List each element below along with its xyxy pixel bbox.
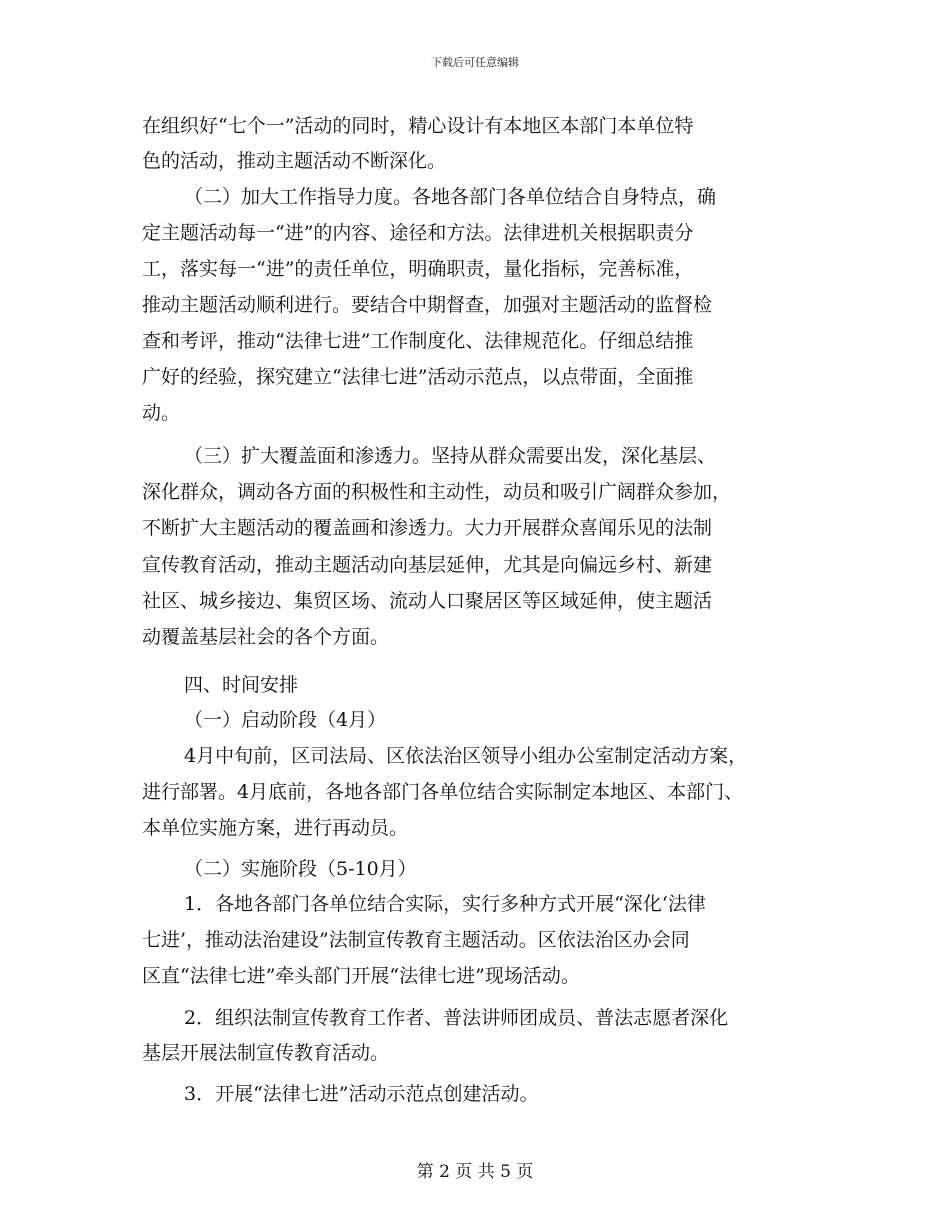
text-line: 进行部署。4月底前，各地各部门各单位结合实际制定本地区、本部门、 xyxy=(142,781,744,803)
text-line: 工，落实每一“进”的责任单位，明确职责，量化指标，完善标准， xyxy=(142,258,694,280)
text-line: 在组织好“七个一”活动的同时，精心设计有本地区本部门本单位特 xyxy=(142,115,694,137)
text-line: 动。 xyxy=(142,402,181,424)
text-line: 基层开展法制宣传教育活动。 xyxy=(142,1042,390,1064)
subsection-heading: （一）启动阶段（4月） xyxy=(184,709,387,731)
section-heading: 四、时间安排 xyxy=(184,674,299,696)
text-line: 查和考评，推动“法律七进”工作制度化、法律规范化。仔细总结推 xyxy=(142,330,694,352)
text-line: （三）扩大覆盖面和渗透力。坚持从群众需要出发，深化基层、 xyxy=(184,445,717,467)
text-line: 1．各地各部门各单位结合实际，实行多种方式开展“深化‘法律 xyxy=(184,893,706,915)
text-line: 区直“法律七进”牵头部门开展“法律七进”现场活动。 xyxy=(142,965,580,987)
text-line: 不断扩大主题活动的覆盖画和渗透力。大力开展群众喜闻乐见的法制 xyxy=(142,517,713,539)
text-line: 推动主题活动顺利进行。要结合中期督查，加强对主题活动的监督检 xyxy=(142,294,713,316)
text-line: 社区、城乡接边、集贸区场、流动人口聚居区等区域延伸，使主题活 xyxy=(142,590,713,612)
text-line: 2．组织法制宣传教育工作者、普法讲师团成员、普法志愿者深化 xyxy=(184,1007,729,1029)
text-line: 动覆盖基层社会的各个方面。 xyxy=(142,626,390,648)
subsection-heading: （二）实施阶段（5-10月） xyxy=(184,858,417,880)
text-line: 本单位实施方案，进行再动员。 xyxy=(142,817,409,839)
text-line: 色的活动，推动主题活动不断深化。 xyxy=(142,150,447,172)
text-line: 4月中旬前，区司法局、区依法治区领导小组办公室制定活动方案， xyxy=(184,745,748,767)
text-line: 广好的经验，探究建立“法律七进”活动示范点，以点带面，全面推 xyxy=(142,366,694,388)
text-line: 七进’，推动法治建设”法制宣传教育主题活动。区依法治区办会同 xyxy=(142,929,690,951)
text-line: 宣传教育活动，推动主题活动向基层延伸，尤其是向偏远乡村、新建 xyxy=(142,554,713,576)
text-line: 定主题活动每一“进”的内容、途径和方法。法律进机关根据职责分 xyxy=(142,222,694,244)
page-footer: 第 2 页 共 5 页 xyxy=(416,1162,534,1182)
page-header: 下载后可任意编辑 xyxy=(431,56,519,69)
text-line: 3．开展“法律七进”活动示范点创建活动。 xyxy=(184,1083,539,1105)
text-line: （二）加大工作指导力度。各地各部门各单位结合自身特点，确 xyxy=(184,186,717,208)
text-line: 深化群众，调动各方面的积极性和主动性，动员和吸引广阔群众参加， xyxy=(142,481,732,503)
